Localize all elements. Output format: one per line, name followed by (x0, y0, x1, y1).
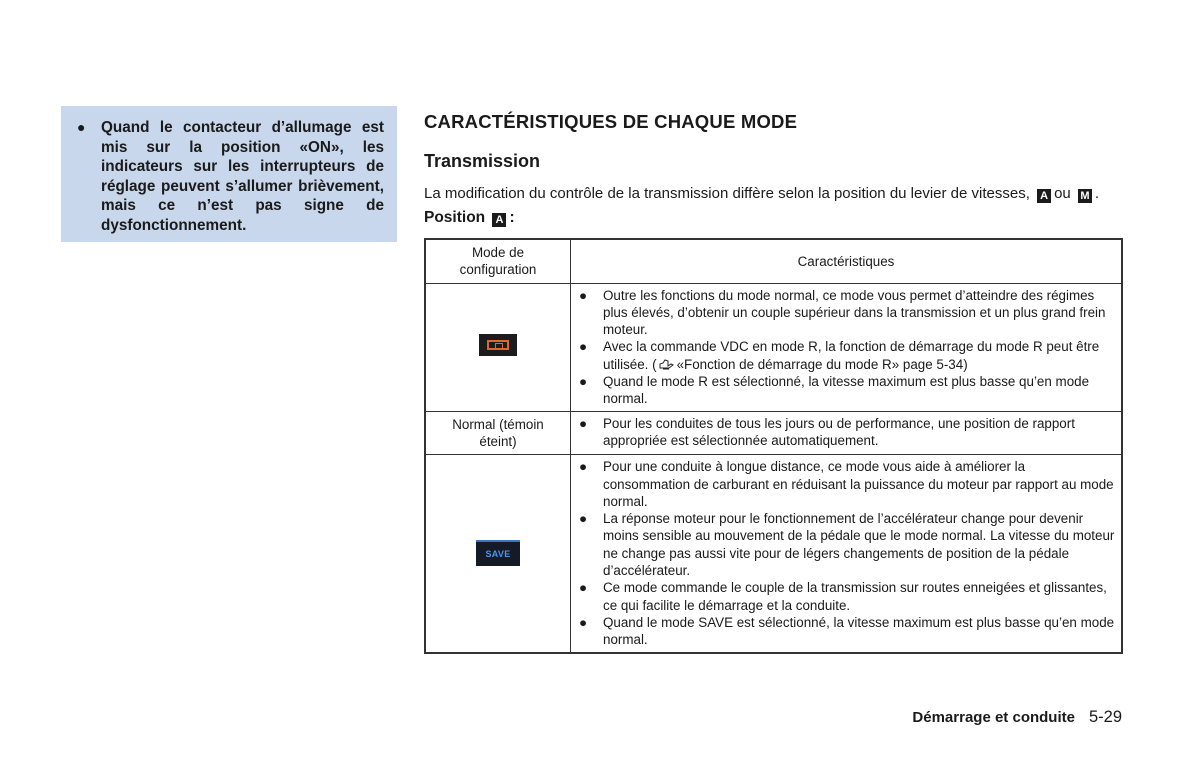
intro-paragraph (424, 184, 1164, 204)
bullet-icon: ● (579, 339, 588, 355)
note-text: Quand le contacteur d’allumage est mis sur la position «ON», les indicateurs sur les interrupteurs de réglage peuvent s’allumer brièvement, mais ce n’est pas signe de dysfonctionnement. (101, 119, 384, 234)
subsection-heading: Transmission (424, 151, 541, 171)
list-item (577, 579, 1115, 614)
intro-end: . (1094, 185, 1100, 202)
feature-text: La réponse moteur pour le fonctionnement de l’accélérateur change pour devenir moins sensible au mouvement de la pédale que le mode normal. La vitesse du moteur ne change pas aussi vite pour de légers changements de position de la pédale d’accélérateur. (603, 511, 1115, 579)
bullet-icon: ● (579, 287, 588, 303)
save-icon-label: SAVE (485, 549, 511, 560)
position-label: Position (424, 209, 486, 226)
intro-text: La modification du contrôle de la transmission diffère selon la position du levier de vitesses, (424, 185, 1030, 202)
feature-text: Avec la commande VDC en mode R, la fonction de démarrage du mode R peut être utilisée. ( «Fonction de démarrage du mode R» page 5-34) (603, 339, 1100, 372)
position-colon: : (509, 209, 515, 226)
header-features: Caractéristiques (571, 239, 1123, 283)
feature-text: Outre les fonctions du mode normal, ce mode vous permet d’atteindre des régimes plus élevés, d’obtenir un couple supérieur dans la transmission et un plus grand frein moteur. (603, 287, 1106, 338)
features-cell (571, 455, 1123, 653)
features-cell (571, 283, 1123, 411)
section-heading: CARACTÉRISTIQUES DE CHAQUE MODE (424, 111, 798, 132)
intro-conj: ou (1054, 185, 1071, 202)
bullet-icon: ● (579, 614, 588, 630)
mode-cell (425, 455, 571, 653)
table-row (425, 283, 1122, 411)
list-item (577, 614, 1115, 649)
r-mode-indicator-icon (479, 334, 517, 356)
bullet-icon: ● (579, 580, 588, 596)
feature-text: Ce mode commande le couple de la transmission sur routes enneigées et glissantes, ce qui facilite le démarrage et la conduite. (603, 580, 1107, 613)
note-box (61, 106, 397, 242)
list-item (577, 458, 1115, 510)
save-mode-indicator-icon (476, 540, 520, 566)
note-item (77, 118, 384, 235)
bullet-icon: ● (579, 459, 588, 475)
bullet-icon: ● (77, 119, 86, 135)
table-header-row (425, 239, 1122, 283)
list-item (577, 415, 1115, 450)
features-cell (571, 411, 1123, 455)
gear-a-key-icon: A (1037, 189, 1051, 203)
gear-a-key-icon: A (492, 213, 506, 227)
bullet-icon: ● (579, 374, 588, 390)
list-item (577, 373, 1115, 408)
page-number: 5-29 (1088, 708, 1122, 726)
page-footer (912, 708, 1122, 727)
feature-text: Quand le mode R est sélectionné, la vitesse maximum est plus basse qu’en mode normal. (603, 374, 1090, 407)
mode-cell: Normal (témoin éteint) (425, 411, 571, 455)
bullet-icon: ● (579, 415, 588, 431)
header-mode: Mode de configuration (425, 239, 571, 283)
modes-table (424, 238, 1123, 654)
footer-section-title: Démarrage et conduite (912, 709, 1075, 726)
mode-cell (425, 283, 571, 411)
table-row (425, 411, 1122, 455)
feature-text: Pour les conduites de tous les jours ou de performance, une position de rapport appropriée est sélectionnée automatiquement. (603, 415, 1075, 448)
reference-hand-icon (659, 358, 675, 370)
feature-text: Pour une conduite à longue distance, ce mode vous aide à améliorer la consommation de carburant en réduisant la puissance du moteur par rapport au mode normal. (603, 459, 1114, 509)
list-item (577, 510, 1115, 579)
position-heading (424, 208, 515, 228)
list-item (577, 338, 1115, 373)
feature-text: Quand le mode SAVE est sélectionné, la vitesse maximum est plus basse qu’en mode normal. (603, 614, 1115, 648)
table-row (425, 455, 1122, 653)
gear-m-key-icon: M (1078, 189, 1092, 203)
list-item (577, 287, 1115, 339)
bullet-icon: ● (579, 511, 588, 527)
